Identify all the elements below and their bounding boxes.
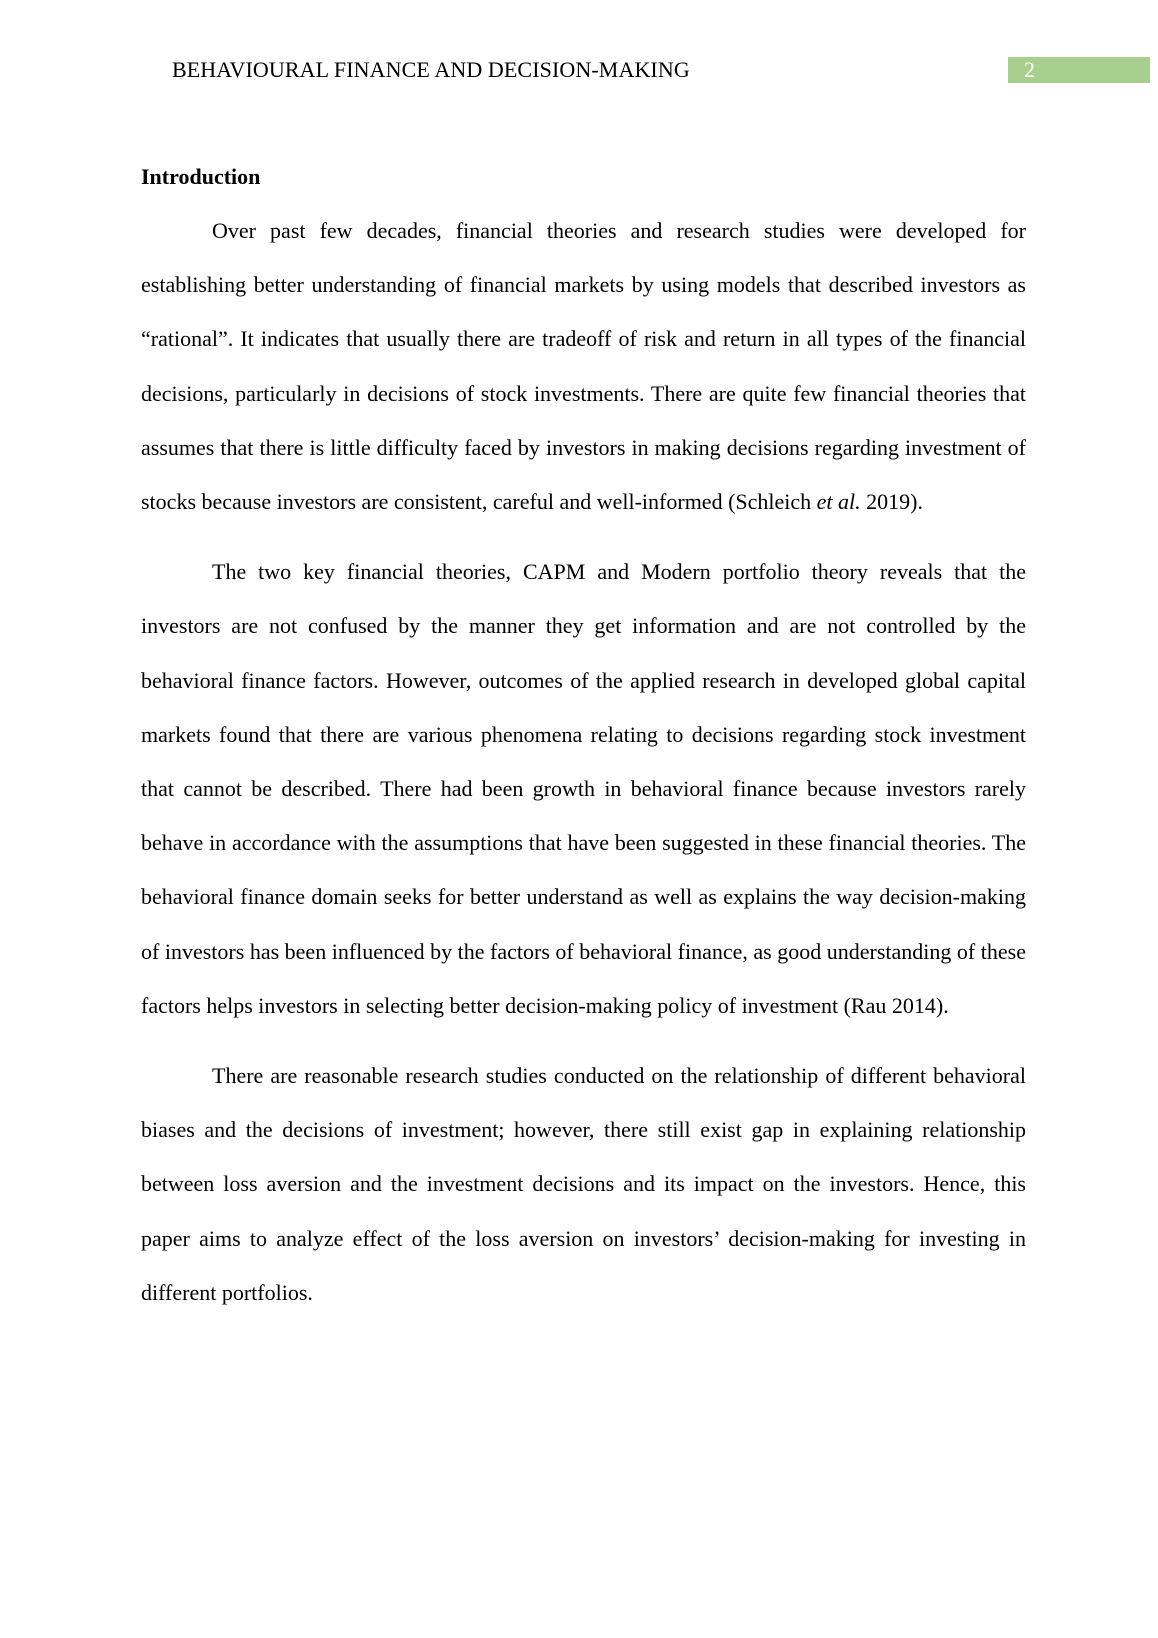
page-number-box — [1008, 57, 1150, 83]
page-number: 2 — [1024, 57, 1035, 82]
paragraph-1-italic: et al. — [816, 489, 861, 515]
paragraph-2: The two key financial theories, CAPM and Modern portfolio theory reveals that the investors are not confused by the manner they get information and are not controlled by the behavioral finance factors. However, outcomes of the applied research in developed global capital markets found that there are various phenomena relating to decisions regarding stock investment that cannot be described. There had been growth in behavioral finance because investors rarely behave in accordance with the assumptions that have been suggested in these financial theories. The behavioral finance domain seeks for better understand as well as explains the way decision-making of investors has been influenced by the factors of behavioral finance, as good understanding of these factors helps investors in selecting better decision-making policy of investment (Rau 2014). — [141, 559, 1026, 1018]
paragraph-3: There are reasonable research studies conducted on the relationship of different behavioral biases and the decisions of investment; however, there still exist gap in explaining relationship between loss aversion and the investment decisions and its impact on the investors. Hence, this paper aims to analyze effect of the loss aversion on investors’ decision-making for investing in different portfolios. — [141, 1063, 1026, 1305]
page-header — [0, 0, 1158, 110]
document-body — [141, 160, 1026, 1336]
paragraph-1 — [141, 204, 1026, 529]
paragraph-1-tail: 2019). — [860, 489, 923, 515]
section-heading: Introduction — [141, 164, 261, 189]
paragraph-1-text: Over past few decades, financial theories and research studies were developed for establishing better understanding of financial markets by using models that described investors as “rational”. It indicates that usually there are tradeoff of risk and return in all types of the financial decisions, particularly in decisions of stock investments. There are quite few financial theories that assumes that there is little difficulty faced by investors in making decisions regarding investment of stocks because investors are consistent, careful and well-informed (Schleich — [141, 218, 1026, 515]
running-head: BEHAVIOURAL FINANCE AND DECISION-MAKING — [172, 57, 690, 82]
